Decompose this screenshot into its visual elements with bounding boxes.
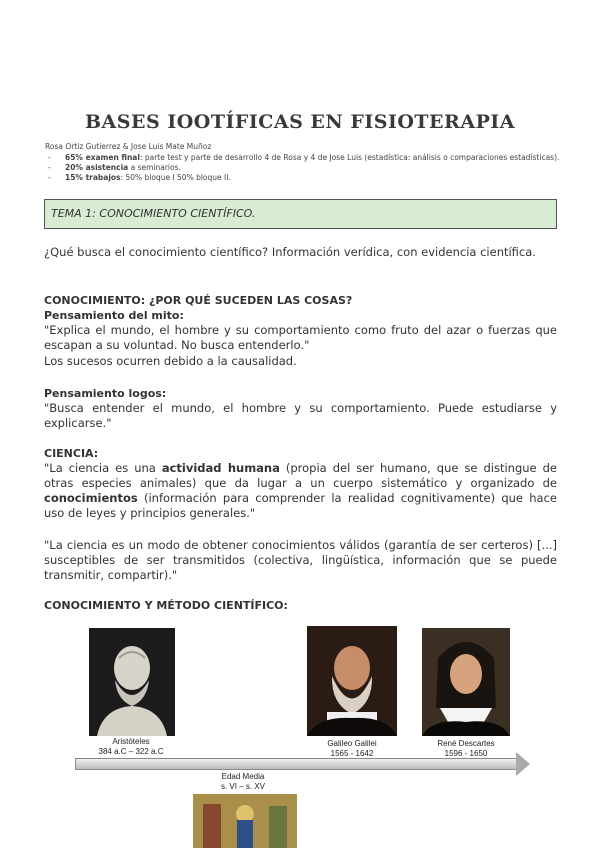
document-title: BASES IOOTÍFICAS EN FISIOTERAPIA	[84, 111, 515, 133]
ciencia-paragraph-2: "La ciencia es un modo de obtener conocimientos válidos (garantía de ser certeros) [...] susceptibles de ser transmitidos (colectiva, lingüística, información que se puede transmitir, compartir)."	[44, 538, 557, 582]
list-item: - 15% trabajos: 50% bloque I 50% bloque II.	[45, 173, 565, 183]
ciencia-heading: CIENCIA:	[44, 447, 99, 460]
list-item: - 65% examen final: parte test y parte de desarrollo 4 de Rosa y 4 de Jose Luis (estadística: análisis o comparaciones estadísticas).	[45, 153, 565, 163]
edad-media-caption: Edad Media s. VI – s. XV	[220, 772, 265, 791]
edad-media-image	[193, 794, 297, 848]
ciencia-paragraph-1: "La ciencia es una actividad humana (propia del ser humano, que se distingue de otras especies animales) que da lugar a un cuerpo sistemático y organizado de conocimientos (información para comprender la realidad cognitivamente) que hace uso de leyes y principios generales."	[44, 461, 557, 520]
descartes-portrait	[422, 628, 510, 736]
section-header-box: TEMA 1: CONOCIMIENTO CIENTÍFICO.	[44, 199, 557, 229]
aristotle-caption: Aristóteles 384 a.C – 322 a.C	[98, 737, 164, 756]
galileo-caption: Galileo Galilei 1565 - 1642	[327, 739, 377, 758]
conocimiento-heading: CONOCIMIENTO: ¿POR QUÉ SUCEDEN LAS COSAS?	[44, 294, 353, 307]
intro-paragraph: ¿Qué busca el conocimiento científico? Información verídica, con evidencia científica.	[44, 245, 536, 259]
galileo-portrait	[307, 626, 397, 736]
metodo-heading: CONOCIMIENTO Y MÉTODO CIENTÍFICO:	[44, 599, 288, 612]
timeline-arrow-head	[516, 752, 530, 776]
list-item: - 20% asistencia a seminarios.	[45, 163, 565, 173]
logos-heading: Pensamiento logos:	[44, 387, 167, 400]
timeline-figure	[75, 620, 530, 848]
descartes-caption: René Descartes 1596 - 1650	[437, 739, 495, 758]
grading-list	[45, 153, 565, 183]
authors-line: Rosa Ortiz Gutierrez & Jose Luis Mate Muñoz	[45, 142, 212, 151]
aristotle-portrait	[89, 628, 175, 736]
mito-note: Los sucesos ocurren debido a la causalidad.	[44, 354, 297, 368]
mito-quote: "Explica el mundo, el hombre y su comportamiento como fruto del azar o fuerzas que escapan a su voluntad. No busca entenderlo."	[44, 323, 557, 352]
mito-heading: Pensamiento del mito:	[44, 309, 184, 322]
logos-quote: "Busca entender el mundo, el hombre y su comportamiento. Puede estudiarse y explicarse."	[44, 401, 557, 430]
timeline-arrow	[75, 758, 518, 770]
